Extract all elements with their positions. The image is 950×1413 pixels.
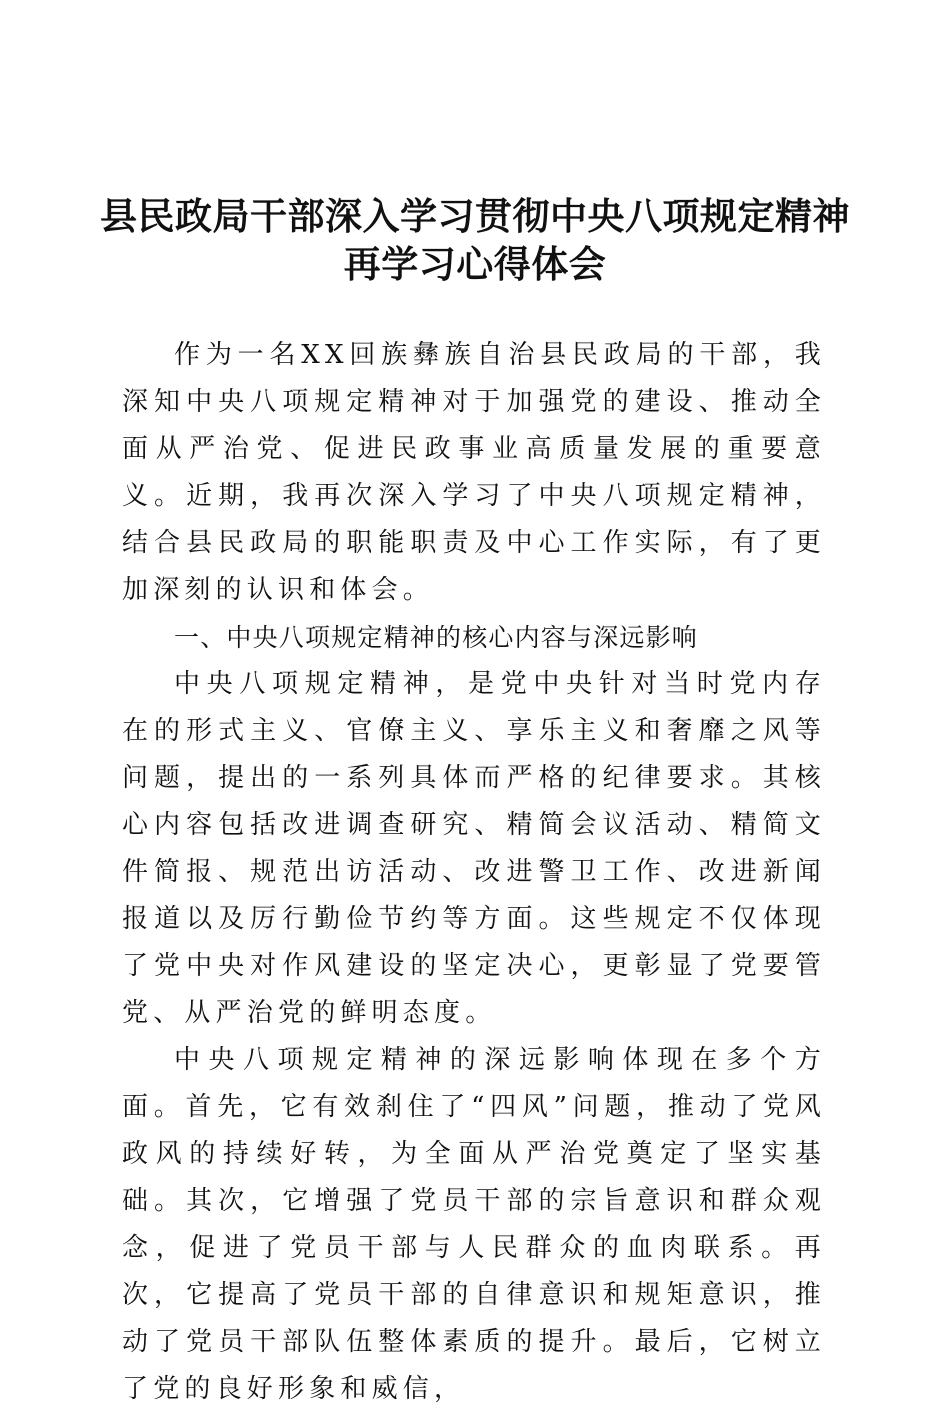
- document-title-line-1: 县民政局干部深入学习贯彻中央八项规定精神: [100, 195, 850, 238]
- paragraph-influence: 中央八项规定精神的深远影响体现在多个方面。首先，它有效刹住了“四风”问题，推动了党风政风的持续好转，为全面从严治党奠定了坚实基础。其次，它增强了党员干部的宗旨意识和群众观念，促进了党员干部与人民群众的血肉联系。再次，它提高了党员干部的自律意识和规矩意识，推动了党员干部队伍整体素质的提升。最后，它树立了党的良好形象和威信，: [122, 1045, 826, 1404]
- paragraph-core-content: 中央八项规定精神，是党中央针对当时党内存在的形式主义、官僚主义、享乐主义和奢靡之风等问题，提出的一系列具体而严格的纪律要求。其核心内容包括改进调查研究、精简会议活动、精简文件简报、规范出访活动、改进警卫工作、改进新闻报道以及厉行勤俭节约等方面。这些规定不仅体现了党中央对作风建设的坚定决心，更彰显了党要管党、从严治党的鲜明态度。: [122, 669, 826, 1028]
- section-heading-1: 一、中央八项规定精神的核心内容与深远影响: [174, 623, 699, 652]
- document-title-line-2: 再学习心得体会: [343, 243, 607, 286]
- document-body: [122, 332, 826, 1413]
- paragraph-intro: 作为一名XX回族彝族自治县民政局的干部，我深知中央八项规定精神对于加强党的建设、推动全面从严治党、促进民政事业高质量发展的重要意义。近期，我再次深入学习了中央八项规定精神，结合县民政局的职能职责及中心工作实际，有了更加深刻的认识和体会。: [122, 340, 826, 605]
